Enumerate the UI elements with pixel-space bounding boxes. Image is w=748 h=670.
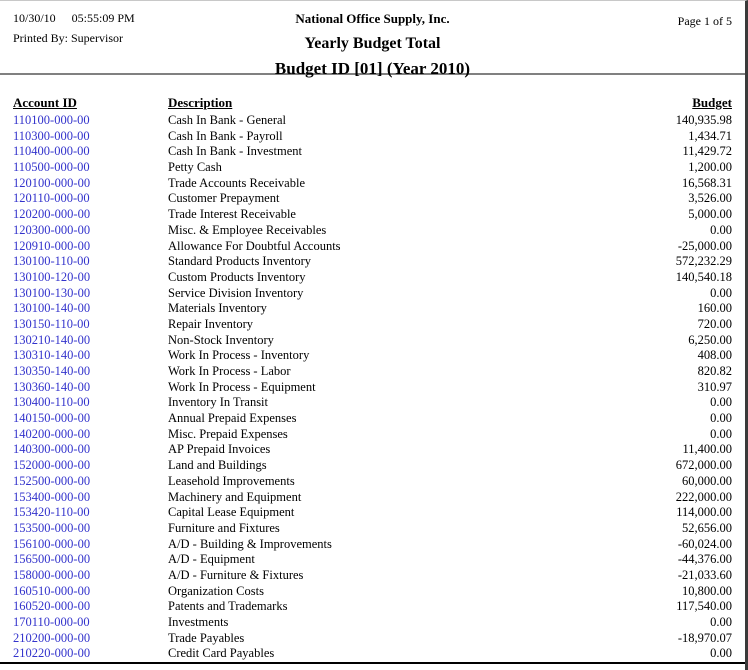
account-id-link[interactable]: 152500-000-00 [13, 473, 91, 488]
table-row [0, 615, 745, 631]
account-id-link[interactable]: 110100-000-00 [13, 113, 90, 127]
account-id-link[interactable]: 156100-000-00 [13, 536, 91, 551]
table-row [0, 191, 745, 207]
report-title: Yearly Budget Total [304, 35, 441, 52]
print-time: 05:55:09 PM [71, 11, 135, 25]
budget-cell: 310.97 [697, 379, 732, 394]
account-id-link[interactable]: 120910-000-00 [13, 238, 91, 253]
account-id-link[interactable]: 152000-000-00 [13, 458, 91, 473]
budget-cell: 1,200.00 [688, 160, 732, 175]
description-cell: Cash In Bank - General [168, 113, 287, 127]
account-id-link[interactable]: 120100-000-00 [13, 175, 91, 190]
table-row [0, 552, 745, 568]
budget-cell: 52,656.00 [682, 520, 732, 535]
budget-cell: 60,000.00 [682, 473, 732, 488]
description-cell: Non-Stock Inventory [168, 332, 274, 347]
budget-cell: 0.00 [710, 222, 732, 237]
description-cell: Work In Process - Equipment [168, 379, 316, 394]
table-row [0, 333, 745, 349]
description-cell: Work In Process - Inventory [168, 348, 310, 363]
budget-cell: 0.00 [710, 615, 732, 629]
budget-cell: 117,540.00 [676, 599, 732, 614]
table-row [0, 254, 745, 270]
budget-cell: 1,434.71 [688, 128, 732, 143]
budget-cell: 140,540.18 [675, 269, 732, 284]
description-cell: Customer Prepayment [168, 191, 280, 206]
account-id-link[interactable]: 110400-000-00 [13, 144, 90, 159]
description-cell: Allowance For Doubtful Accounts [168, 238, 341, 253]
table-row [0, 129, 745, 145]
budget-cell: 10,800.00 [682, 583, 732, 598]
account-id-link[interactable]: 153420-110-00 [13, 505, 90, 520]
budget-cell: 11,400.00 [682, 442, 732, 457]
budget-cell: 16,568.31 [682, 175, 732, 190]
description-cell: A/D - Equipment [168, 552, 255, 567]
budget-cell: 160.00 [697, 301, 732, 316]
company-name: National Office Supply, Inc. [295, 11, 450, 26]
print-date: 10/30/10 [13, 11, 56, 25]
description-cell: Investments [168, 615, 229, 629]
printed-by: Printed By: Supervisor [13, 31, 123, 45]
report-header [0, 1, 745, 78]
account-id-link[interactable]: 120300-000-00 [13, 222, 91, 237]
account-id-link[interactable]: 120110-000-00 [13, 191, 90, 206]
account-id-link[interactable]: 130310-140-00 [13, 348, 91, 363]
budget-cell: 140,935.98 [675, 113, 732, 127]
budget-cell: 0.00 [710, 395, 732, 410]
description-cell: Repair Inventory [168, 316, 254, 331]
table-row [0, 270, 745, 286]
description-cell: A/D - Furniture & Fixtures [168, 567, 304, 582]
column-header-row [0, 95, 745, 113]
column-header-budget: Budget [692, 95, 732, 110]
description-cell: Standard Products Inventory [168, 254, 312, 269]
column-header-account-id: Account ID [13, 95, 77, 110]
table-row [0, 317, 745, 333]
description-cell: Cash In Bank - Payroll [168, 128, 283, 143]
account-id-link[interactable]: 140150-000-00 [13, 411, 91, 426]
description-cell: Trade Payables [168, 630, 245, 645]
account-id-link[interactable]: 156500-000-00 [13, 552, 91, 567]
table-row [0, 505, 745, 521]
account-id-link[interactable]: 130350-140-00 [13, 364, 91, 378]
table-row [0, 348, 745, 364]
table-row [0, 395, 745, 411]
description-cell: Patents and Trademarks [168, 599, 288, 614]
page-indicator: Page 1 of 5 [677, 14, 732, 28]
description-cell: Petty Cash [168, 160, 222, 175]
footer-divider [0, 662, 745, 664]
budget-cell: 408.00 [697, 348, 732, 363]
table-row [0, 521, 745, 537]
table-row [0, 380, 745, 396]
description-cell: Service Division Inventory [168, 285, 304, 300]
account-id-link[interactable]: 160520-000-00 [13, 599, 91, 614]
table-row [0, 537, 745, 553]
report-titles [0, 1, 745, 79]
table-row [0, 160, 745, 176]
description-cell: Organization Costs [168, 583, 264, 598]
account-id-link[interactable]: 130400-110-00 [13, 395, 90, 410]
budget-cell: 222,000.00 [675, 489, 732, 504]
table-row [0, 144, 745, 160]
budget-cell: 0.00 [710, 646, 732, 661]
table-row [0, 364, 745, 380]
budget-cell: -44,376.00 [677, 552, 732, 567]
account-id-link[interactable]: 130100-120-00 [13, 269, 91, 284]
description-cell: Cash In Bank - Investment [168, 144, 303, 159]
table-row [0, 301, 745, 317]
table-row [0, 599, 745, 615]
table-row [0, 474, 745, 490]
account-id-link[interactable]: 130100-110-00 [13, 254, 90, 269]
description-cell: Land and Buildings [168, 458, 267, 473]
budget-cell: 820.82 [697, 364, 732, 378]
account-id-link[interactable]: 158000-000-00 [13, 567, 91, 582]
budget-cell: 5,000.00 [688, 207, 732, 222]
account-id-link[interactable]: 120200-000-00 [13, 207, 91, 222]
description-cell: Trade Accounts Receivable [168, 175, 305, 190]
table-row [0, 584, 745, 600]
budget-cell: 572,232.29 [675, 254, 732, 269]
table-row [0, 286, 745, 302]
budget-cell: 720.00 [697, 316, 732, 331]
table-row [0, 239, 745, 255]
description-cell: Misc. Prepaid Expenses [168, 426, 288, 441]
budget-cell: -18,970.07 [677, 630, 732, 645]
table-row [0, 442, 745, 458]
account-id-link[interactable]: 130150-110-00 [13, 316, 90, 331]
description-cell: Trade Interest Receivable [168, 207, 296, 222]
table-row [0, 176, 745, 192]
account-id-link[interactable]: 210220-000-00 [13, 646, 91, 661]
table-body [0, 113, 745, 662]
budget-cell: 11,429.72 [682, 144, 732, 159]
account-id-link[interactable]: 110300-000-00 [13, 128, 90, 143]
budget-cell: 672,000.00 [675, 458, 732, 473]
budget-cell: 6,250.00 [688, 332, 732, 347]
table-row [0, 631, 745, 647]
description-cell: Misc. & Employee Receivables [168, 222, 327, 237]
budget-cell: -60,024.00 [677, 536, 732, 551]
account-id-link[interactable]: 130100-130-00 [13, 285, 91, 300]
table-row [0, 411, 745, 427]
column-header-description: Description [168, 95, 233, 110]
description-cell: Furniture and Fixtures [168, 520, 280, 535]
table-row [0, 223, 745, 239]
description-cell: Credit Card Payables [168, 646, 275, 661]
account-id-link[interactable]: 130100-140-00 [13, 301, 91, 316]
account-id-link[interactable]: 153500-000-00 [13, 520, 91, 535]
budget-cell: 0.00 [710, 285, 732, 300]
table-row [0, 427, 745, 443]
budget-cell: 114,000.00 [676, 505, 732, 520]
description-cell: Custom Products Inventory [168, 269, 306, 284]
description-cell: Leasehold Improvements [168, 473, 295, 488]
table-row [0, 113, 745, 129]
table-row [0, 207, 745, 223]
account-id-link[interactable]: 140300-000-00 [13, 442, 91, 457]
description-cell: Annual Prepaid Expenses [168, 411, 297, 426]
description-cell: Inventory In Transit [168, 395, 268, 410]
account-id-link[interactable]: 210200-000-00 [13, 630, 91, 645]
table-row [0, 458, 745, 474]
account-id-link[interactable]: 130360-140-00 [13, 379, 91, 394]
account-id-link[interactable]: 170110-000-00 [13, 615, 90, 629]
budget-cell: 0.00 [710, 426, 732, 441]
budget-cell: 3,526.00 [688, 191, 732, 206]
description-cell: Capital Lease Equipment [168, 505, 295, 520]
table-row [0, 568, 745, 584]
account-id-link[interactable]: 130210-140-00 [13, 332, 91, 347]
table-row [0, 646, 745, 662]
description-cell: Work In Process - Labor [168, 364, 291, 378]
budget-cell: -21,033.60 [677, 567, 732, 582]
account-id-link[interactable]: 110500-000-00 [13, 160, 90, 175]
budget-cell: -25,000.00 [677, 238, 732, 253]
budget-cell: 0.00 [710, 411, 732, 426]
table-row [0, 490, 745, 506]
account-id-link[interactable]: 153400-000-00 [13, 489, 91, 504]
description-cell: A/D - Building & Improvements [168, 536, 332, 551]
report-subtitle: Budget ID [01] (Year 2010) [274, 59, 471, 78]
account-id-link[interactable]: 140200-000-00 [13, 426, 91, 441]
description-cell: AP Prepaid Invoices [168, 442, 271, 457]
description-cell: Machinery and Equipment [168, 489, 302, 504]
account-id-link[interactable]: 160510-000-00 [13, 583, 91, 598]
description-cell: Materials Inventory [168, 301, 267, 316]
